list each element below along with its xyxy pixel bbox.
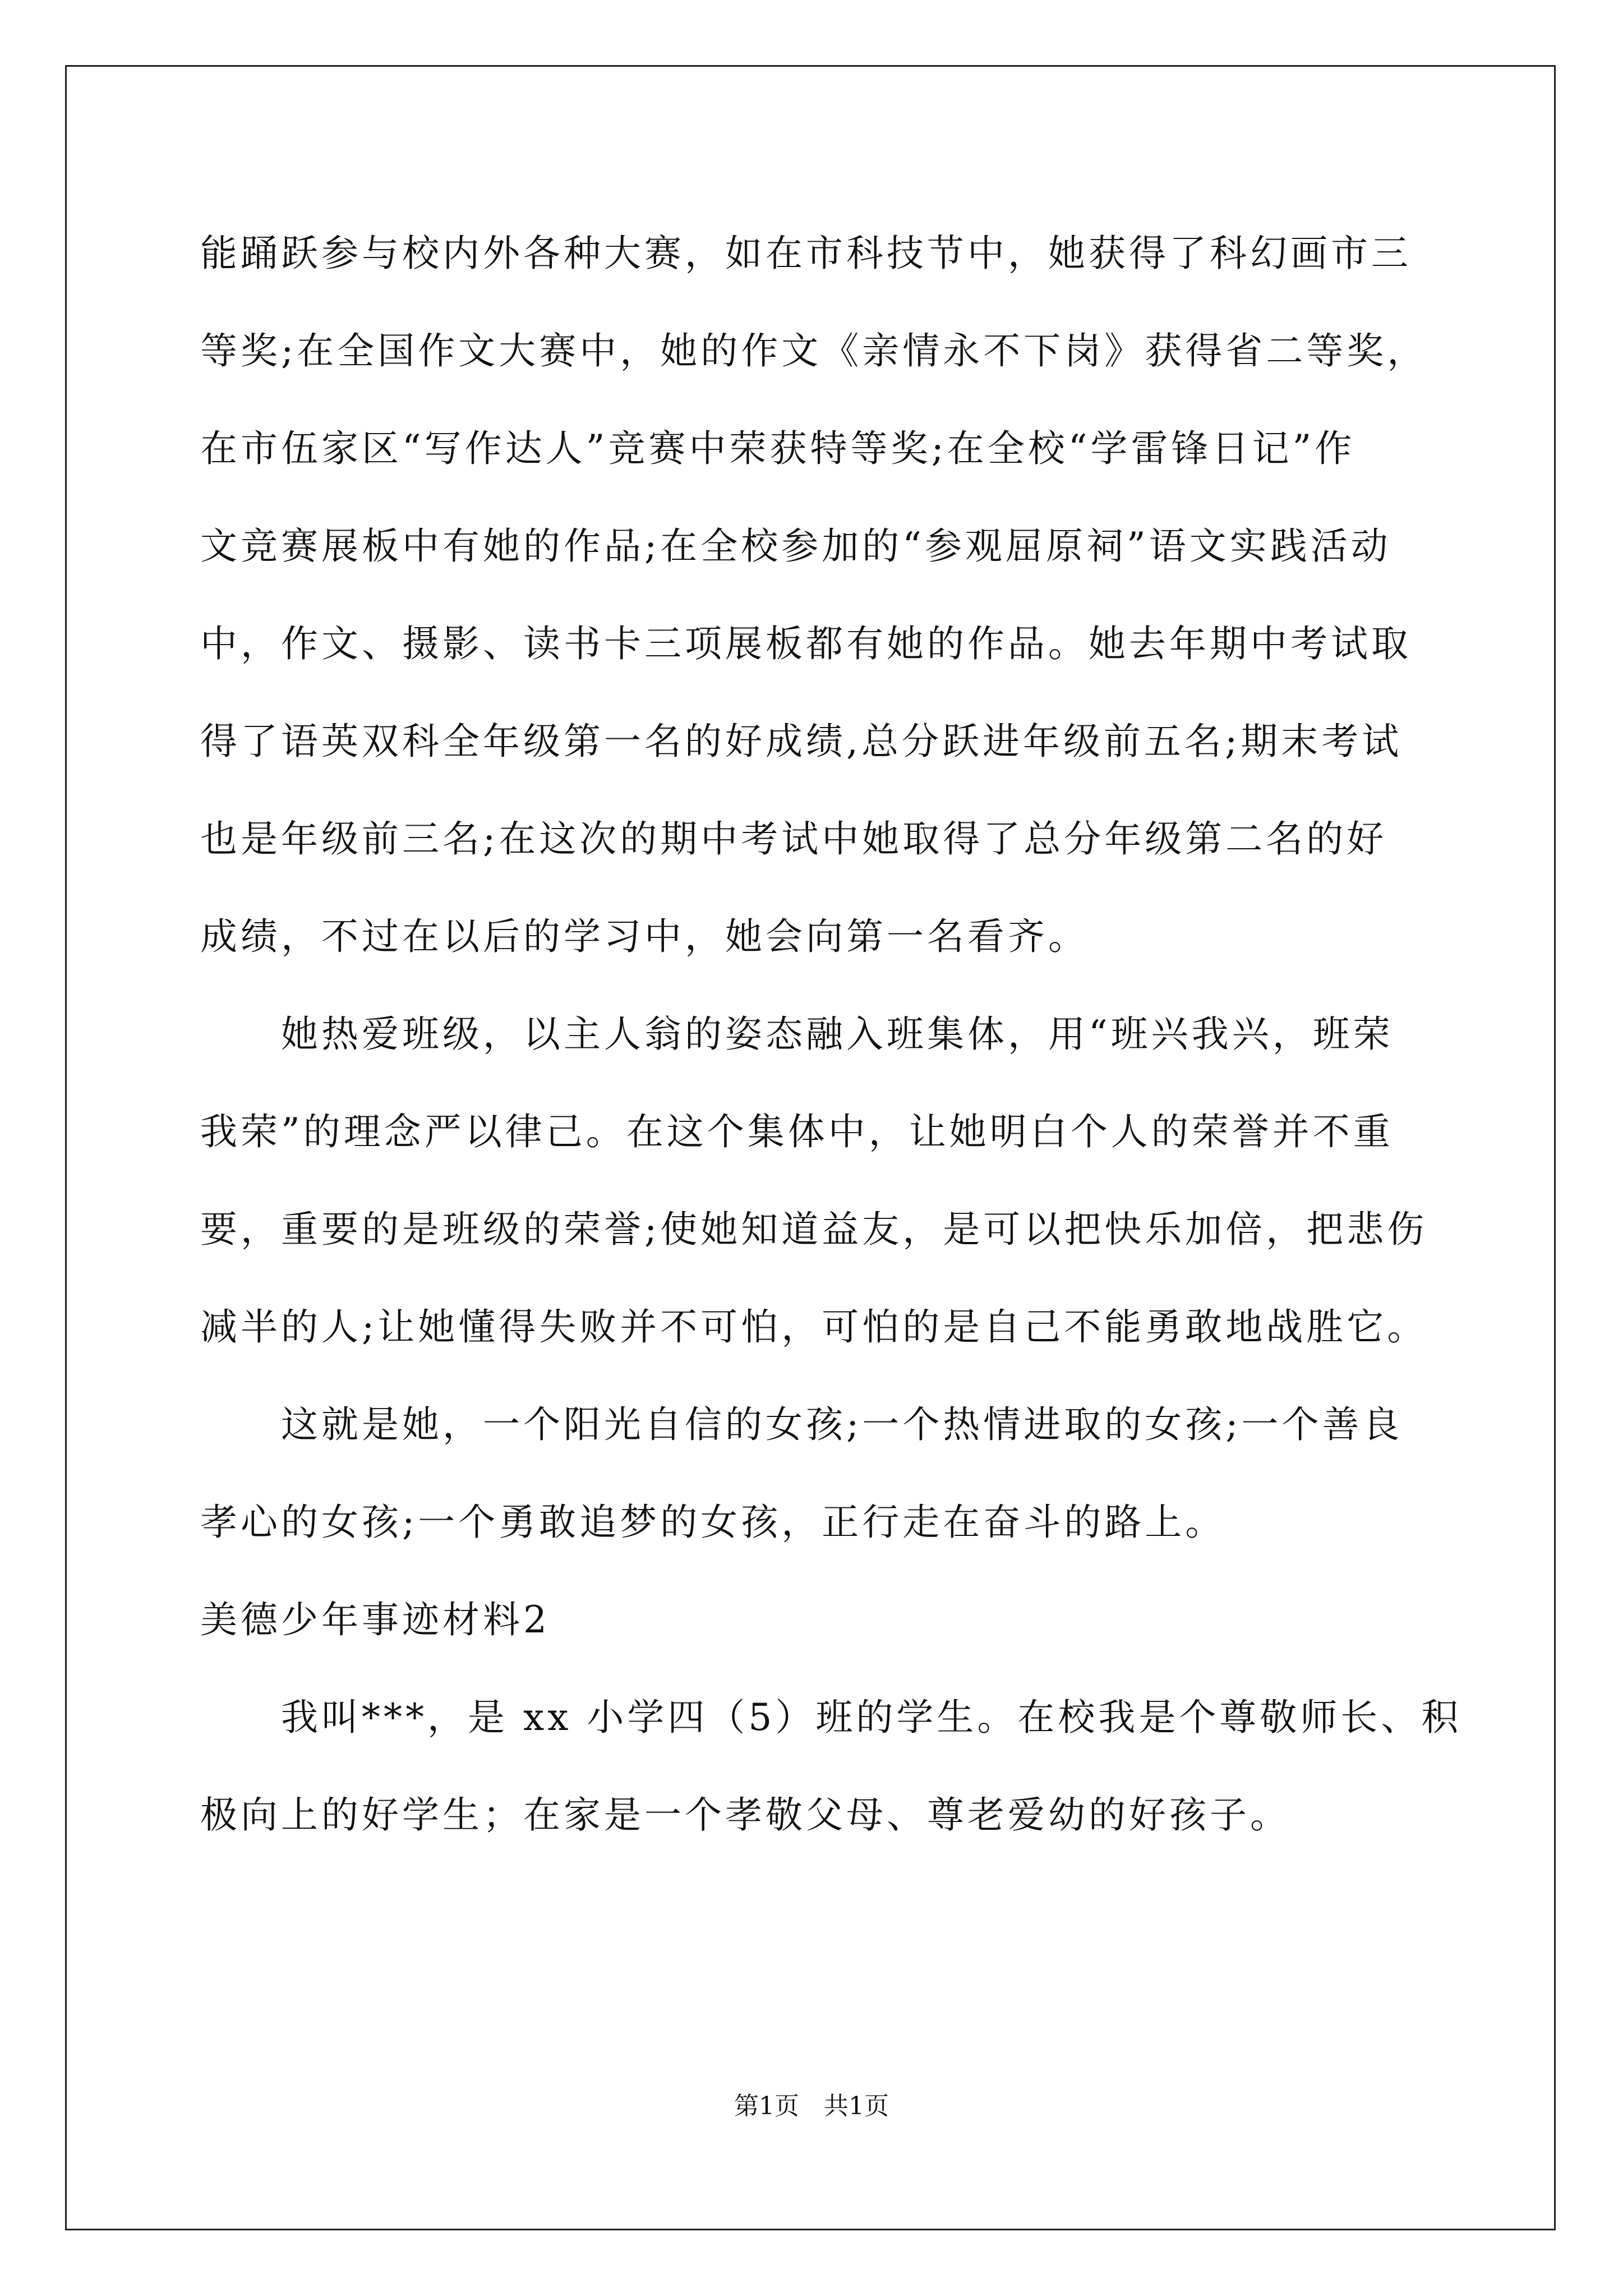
section-heading: 美德少年事迹材料2 [200,1598,550,1641]
paragraph-first-line: 她热爱班级，以主人翁的姿态融入班集体，用“班兴我兴，班荣 [281,1013,1394,1056]
text-line: 减半的人;让她懂得失败并不可怕，可怕的是自己不能勇敢地战胜它。 [200,1305,1428,1349]
text-line: 中，作文、摄影、读书卡三项展板都有她的作品。她去年期中考试取 [200,622,1412,665]
text-line: 孝心的女孩;一个勇敢追梦的女孩，正行走在奋斗的路上。 [200,1501,1226,1544]
paragraph-first-line: 我叫***，是 xx 小学四（5）班的学生。在校我是个尊敬师长、积 [281,1696,1462,1739]
document-body [200,205,1462,1864]
text-line: 我荣”的理念严以律己。在这个集体中，让她明白个人的荣誉并不重 [200,1110,1394,1153]
text-line: 极向上的好学生；在家是一个孝敬父母、尊老爱幼的好孩子。 [200,1793,1290,1837]
text-line: 等奖;在全国作文大赛中，她的作文《亲情永不下岗》获得省二等奖， [200,329,1428,372]
page-number: 第1页 共1页 [734,2092,889,2120]
text-line: 在市伍家区“写作达人”竞赛中荣获特等奖;在全校“学雷锋日记”作 [200,427,1355,470]
text-line: 也是年级前三名;在这次的期中考试中她取得了总分年级第二名的好 [200,817,1387,861]
paragraph-first-line: 这就是她，一个阳光自信的女孩;一个热情进取的女孩;一个善良 [281,1403,1403,1446]
text-line: 得了语英双科全年级第一名的好成绩,总分跃进年级前五名;期末考试 [200,720,1403,763]
text-line: 能踊跃参与校内外各种大赛，如在市科技节中，她获得了科幻画市三 [200,232,1412,275]
text-line: 成绩，不过在以后的学习中，她会向第一名看齐。 [200,915,1089,958]
text-line: 要，重要的是班级的荣誉;使她知道益友，是可以把快乐加倍，把悲伤 [200,1208,1428,1251]
text-line: 文竞赛展板中有她的作品;在全校参加的“参观屈原祠”语文实践活动 [200,524,1391,568]
